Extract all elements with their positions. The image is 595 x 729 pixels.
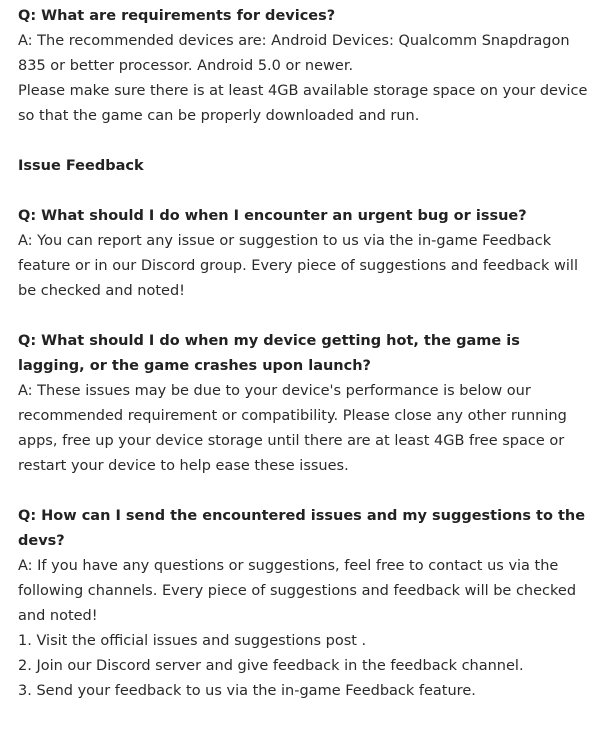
question-urgent-bug: Q: What should I do when I encounter an urgent bug or issue?: [18, 208, 527, 224]
section-issue-feedback: [18, 154, 590, 179]
faq-device-hot: [18, 329, 590, 479]
question-requirements: Q: What are requirements for devices?: [18, 8, 336, 24]
faq-requirements: [18, 4, 590, 129]
faq-urgent-bug: [18, 204, 590, 304]
list-item-visit-post: 1. Visit the official issues and suggestions post .: [18, 633, 367, 649]
answer-send-feedback: A: If you have any questions or suggestions, feel free to contact us via the following channels. Every piece of suggestions and feedback will be checked and noted!: [18, 558, 577, 624]
answer-device-hot: A: These issues may be due to your device's performance is below our recommended requirement or compatibility. Please close any other running apps, free up your device storage until there are at least 4GB free space or restart your device to help ease these issues.: [18, 383, 567, 474]
list-item-join-discord: 2. Join our Discord server and give feedback in the feedback channel.: [18, 658, 524, 674]
section-heading: Issue Feedback: [18, 158, 144, 174]
answer-storage-note: Please make sure there is at least 4GB available storage space on your device so that the game can be properly downloaded and run.: [18, 83, 588, 124]
question-send-feedback: Q: How can I send the encountered issues and my suggestions to the devs?: [18, 508, 586, 549]
answer-urgent-bug: A: You can report any issue or suggestion to us via the in-game Feedback feature or in our Discord group. Every piece of suggestions and feedback will be checked and noted!: [18, 233, 578, 299]
answer-requirements: A: The recommended devices are: Android Devices: Qualcomm Snapdragon 835 or better processor. Android 5.0 or newer.: [18, 33, 570, 74]
faq-send-feedback: [18, 504, 590, 704]
faq-document: [18, 4, 590, 729]
list-item-in-game-feedback: 3. Send your feedback to us via the in-game Feedback feature.: [18, 683, 476, 699]
question-device-hot: Q: What should I do when my device getting hot, the game is lagging, or the game crashes upon launch?: [18, 333, 520, 374]
